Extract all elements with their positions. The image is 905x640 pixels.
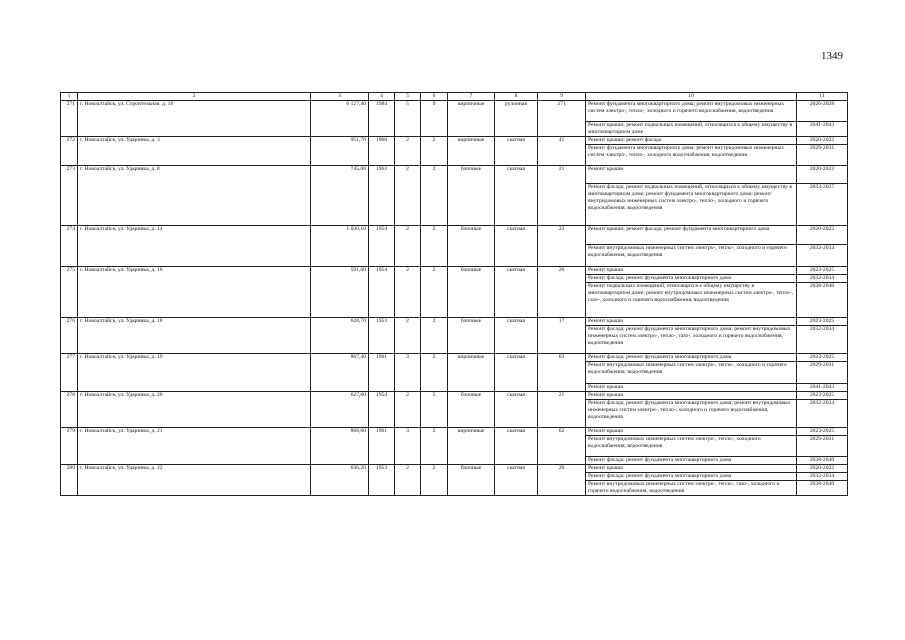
period-cell: 2033-2037 <box>797 184 848 226</box>
residents-count-cell: 23 <box>538 226 586 267</box>
roof-type-cell: скатная <box>495 428 538 465</box>
floors-cell: 2 <box>395 267 421 318</box>
build-year-cell: 1954 <box>369 226 395 267</box>
work-type-cell: Ремонт фасада; ремонт фундамента многоквартирного дома; ремонт внутридомовых инженерных систем электро-, тепло-, холодного и горячего водоснабжения, водоотведения <box>586 400 797 428</box>
table-row <box>61 166 848 184</box>
table-row <box>61 101 848 122</box>
period-cell: 2029-2031 <box>797 145 848 166</box>
floors-cell: 2 <box>395 392 421 428</box>
residents-count-cell: 20 <box>538 465 586 496</box>
work-type-cell: Ремонт фундамента многоквартирного дома; ремонт внутридомовых инженерных систем электро-, тепло-, холодного водоснабжения, водоотведения <box>586 145 797 166</box>
residents-count-cell: 271 <box>538 101 586 137</box>
wall-material-cell: кирпичные <box>448 428 495 465</box>
work-type-cell: Ремонт крыши; ремонт фасада <box>586 137 797 145</box>
wall-material-cell: кирпичные <box>448 137 495 166</box>
wall-material-cell: кирпичные <box>448 354 495 392</box>
work-type-cell: Ремонт подвальных помещений, относящихся к общему имуществу в многоквартирном доме; ремонт внутридомовых инженерных систем электро-, тепло-, газо-, холодного и горячего водоснабжения, водоотведения <box>586 283 797 318</box>
residents-count-cell: 17 <box>538 318 586 354</box>
wall-material-cell: блочные <box>448 465 495 496</box>
col-header: 6 <box>421 93 448 101</box>
table-row <box>61 354 848 362</box>
row-number-cell: 278 <box>61 392 78 428</box>
total-area-cell: 951,70 <box>311 137 369 166</box>
address-cell: г. Новоалтайск, ул. Ударника, д. 19 <box>78 354 311 392</box>
work-type-cell: Ремонт фасада; ремонт подвальных помещений, относящихся к общему имуществу в многоквартирном доме; ремонт фундамента многоквартирного дома; ремонт внутридомовых инженерных систем электро-, тепло-, холодного и горячего водоснабжения, водоотведения <box>586 184 797 226</box>
work-type-cell: Ремонт внутридомовых инженерных систем электро-, тепло-, газо-, холодного и горячего водоснабжения, водоотведения <box>586 481 797 496</box>
residents-count-cell: 21 <box>538 166 586 226</box>
residents-count-cell: 21 <box>538 392 586 428</box>
roof-type-cell: рулонная <box>495 101 538 137</box>
build-year-cell: 1954 <box>369 392 395 428</box>
work-type-cell: Ремонт внутридомовых инженерных систем электро-, тепло-, холодного и горячего водоснабжения, водоотведения <box>586 245 797 267</box>
total-area-cell: 636,20 <box>311 465 369 496</box>
work-type-cell: Ремонт крыши <box>586 392 797 400</box>
wall-material-cell: блочные <box>448 392 495 428</box>
floors-cell: 3 <box>395 428 421 465</box>
capital-repair-table <box>60 92 848 496</box>
row-number-cell: 271 <box>61 101 78 137</box>
page-number: 1349 <box>821 50 843 62</box>
floors-cell: 5 <box>395 101 421 137</box>
address-cell: г. Новоалтайск, ул. Ударника, д. 8 <box>78 166 311 226</box>
period-cell: 2032-2034 <box>797 400 848 428</box>
col-header: 8 <box>495 93 538 101</box>
address-cell: г. Новоалтайск, ул. Ударника, д. 18 <box>78 318 311 354</box>
wall-material-cell: блочные <box>448 267 495 318</box>
period-cell: 2041-2043 <box>797 384 848 392</box>
row-number-cell: 275 <box>61 267 78 318</box>
period-cell: 2020-2022 <box>797 226 848 245</box>
roof-type-cell: скатная <box>495 318 538 354</box>
floors-cell: 2 <box>395 318 421 354</box>
total-area-cell: 628,70 <box>311 318 369 354</box>
period-cell: 2029-2031 <box>797 436 848 457</box>
wall-material-cell: блочные <box>448 226 495 267</box>
period-cell: 2038-2040 <box>797 481 848 496</box>
work-type-cell: Ремонт фасада; ремонт фундамента многоквартирного дома <box>586 457 797 465</box>
row-number-cell: 276 <box>61 318 78 354</box>
work-type-cell: Ремонт крыши <box>586 384 797 392</box>
col-header: 3 <box>311 93 369 101</box>
work-type-cell: Ремонт фасада; ремонт фундамента многоквартирного дома; ремонт внутридомовых инженерных систем электро-, тепло-, газо-, холодного и горячего водоснабжения, водоотведения <box>586 326 797 354</box>
work-type-cell: Ремонт внутридомовых инженерных систем электро-, тепло-, холодного и горячего водоснабжения, водоотведения <box>586 362 797 384</box>
row-number-cell: 279 <box>61 428 78 465</box>
table-row <box>61 226 848 245</box>
roof-type-cell: скатная <box>495 267 538 318</box>
table-row <box>61 428 848 436</box>
entrances-cell: 2 <box>421 392 448 428</box>
build-year-cell: 1953 <box>369 465 395 496</box>
period-cell: 2032-2034 <box>797 473 848 481</box>
period-cell: 2023-2025 <box>797 267 848 275</box>
period-cell: 2023-2025 <box>797 354 848 362</box>
total-area-cell: 1 030,10 <box>311 226 369 267</box>
table-row <box>61 465 848 473</box>
roof-type-cell: скатная <box>495 465 538 496</box>
build-year-cell: 1961 <box>369 428 395 465</box>
entrances-cell: 2 <box>421 354 448 392</box>
work-type-cell: Ремонт фасада; ремонт фундамента многоквартирного дома <box>586 275 797 283</box>
total-area-cell: 868,60 <box>311 428 369 465</box>
row-number-cell: 272 <box>61 137 78 166</box>
floors-cell: 2 <box>395 137 421 166</box>
table-row <box>61 318 848 326</box>
period-cell: 2020-2022 <box>797 137 848 145</box>
period-cell: 2032-2034 <box>797 275 848 283</box>
wall-material-cell: кирпичные <box>448 101 495 137</box>
period-cell: 2038-2040 <box>797 283 848 318</box>
col-header: 2 <box>78 93 311 101</box>
address-cell: г. Новоалтайск, ул. Ударника, д. 16 <box>78 267 311 318</box>
table-row <box>61 267 848 275</box>
total-area-cell: 6 127,40 <box>311 101 369 137</box>
period-cell: 2023-2025 <box>797 428 848 436</box>
build-year-cell: 1954 <box>369 267 395 318</box>
col-header: 4 <box>369 93 395 101</box>
address-cell: г. Новоалтайск, ул. Ударника, д. 20 <box>78 392 311 428</box>
build-year-cell: 1963 <box>369 166 395 226</box>
floors-cell: 2 <box>395 166 421 226</box>
entrances-cell: 2 <box>421 428 448 465</box>
build-year-cell: 1961 <box>369 354 395 392</box>
work-type-cell: Ремонт крыши; ремонт фасада; ремонт фундамента многоквартирного дома <box>586 226 797 245</box>
col-header: 5 <box>395 93 421 101</box>
work-type-cell: Ремонт крыши <box>586 465 797 473</box>
period-cell: 2032-2034 <box>797 245 848 267</box>
table-row <box>61 137 848 145</box>
entrances-cell: 2 <box>421 267 448 318</box>
period-cell: 2032-2034 <box>797 326 848 354</box>
period-cell: 2023-2025 <box>797 392 848 400</box>
address-cell: г. Новоалтайск, ул. Ударника, д. 21 <box>78 428 311 465</box>
col-header: 7 <box>448 93 495 101</box>
floors-cell: 3 <box>395 354 421 392</box>
entrances-cell: 2 <box>421 166 448 226</box>
col-header: 11 <box>797 93 848 101</box>
build-year-cell: 1968 <box>369 137 395 166</box>
roof-type-cell: скатная <box>495 166 538 226</box>
period-cell: 2029-2031 <box>797 362 848 384</box>
entrances-cell: 2 <box>421 137 448 166</box>
roof-type-cell: скатная <box>495 354 538 392</box>
period-cell: 2020-2022 <box>797 166 848 184</box>
address-cell: г. Новоалтайск, ул. Ударника, д. 22 <box>78 465 311 496</box>
col-header: 9 <box>538 93 586 101</box>
work-type-cell: Ремонт фасада; ремонт фундамента многоквартирного дома <box>586 354 797 362</box>
col-header: 10 <box>586 93 797 101</box>
build-year-cell: 1953 <box>369 318 395 354</box>
residents-count-cell: 62 <box>538 428 586 465</box>
floors-cell: 2 <box>395 465 421 496</box>
residents-count-cell: 63 <box>538 354 586 392</box>
address-cell: г. Новоалтайск, ул. Ударника, д. 3 <box>78 137 311 166</box>
table-row <box>61 392 848 400</box>
work-type-cell: Ремонт крыши <box>586 267 797 275</box>
row-number-cell: 273 <box>61 166 78 226</box>
period-cell: 2026-2028 <box>797 101 848 122</box>
residents-count-cell: 26 <box>538 267 586 318</box>
entrances-cell: 9 <box>421 101 448 137</box>
entrances-cell: 2 <box>421 318 448 354</box>
work-type-cell: Ремонт внутридомовых инженерных систем электро-, тепло-, холодного водоснабжения, водоотведения <box>586 436 797 457</box>
period-cell: 2023-2025 <box>797 318 848 326</box>
work-type-cell: Ремонт крыши <box>586 428 797 436</box>
col-header: 1 <box>61 93 78 101</box>
row-number-cell: 274 <box>61 226 78 267</box>
roof-type-cell: скатная <box>495 226 538 267</box>
residents-count-cell: 41 <box>538 137 586 166</box>
work-type-cell: Ремонт крыши <box>586 166 797 184</box>
work-type-cell: Ремонт фасада; ремонт фундамента многоквартирного дома <box>586 473 797 481</box>
work-type-cell: Ремонт крыши <box>586 318 797 326</box>
floors-cell: 2 <box>395 226 421 267</box>
address-cell: г. Новоалтайск, ул. Ударника, д. 14 <box>78 226 311 267</box>
total-area-cell: 867,40 <box>311 354 369 392</box>
entrances-cell: 2 <box>421 465 448 496</box>
work-type-cell: Ремонт фундамента многоквартирного дома; ремонт внутридомовых инженерных систем электро-, тепло-, холодного и горячего водоснабжения, водоотведения <box>586 101 797 122</box>
row-number-cell: 277 <box>61 354 78 392</box>
work-type-cell: Ремонт крыши; ремонт подвальных помещений, относящихся к общему имуществу в многоквартирном доме <box>586 122 797 137</box>
row-number-cell: 280 <box>61 465 78 496</box>
roof-type-cell: скатная <box>495 392 538 428</box>
period-cell: 2038-2040 <box>797 457 848 465</box>
roof-type-cell: скатная <box>495 137 538 166</box>
period-cell: 2020-2022 <box>797 465 848 473</box>
column-number-row <box>61 93 848 101</box>
entrances-cell: 2 <box>421 226 448 267</box>
total-area-cell: 627,60 <box>311 392 369 428</box>
build-year-cell: 1984 <box>369 101 395 137</box>
period-cell: 2041-2043 <box>797 122 848 137</box>
total-area-cell: 745,00 <box>311 166 369 226</box>
wall-material-cell: блочные <box>448 166 495 226</box>
wall-material-cell: блочные <box>448 318 495 354</box>
address-cell: г. Новоалтайск, ул. Строительная, д. 16 <box>78 101 311 137</box>
total-area-cell: 591,60 <box>311 267 369 318</box>
